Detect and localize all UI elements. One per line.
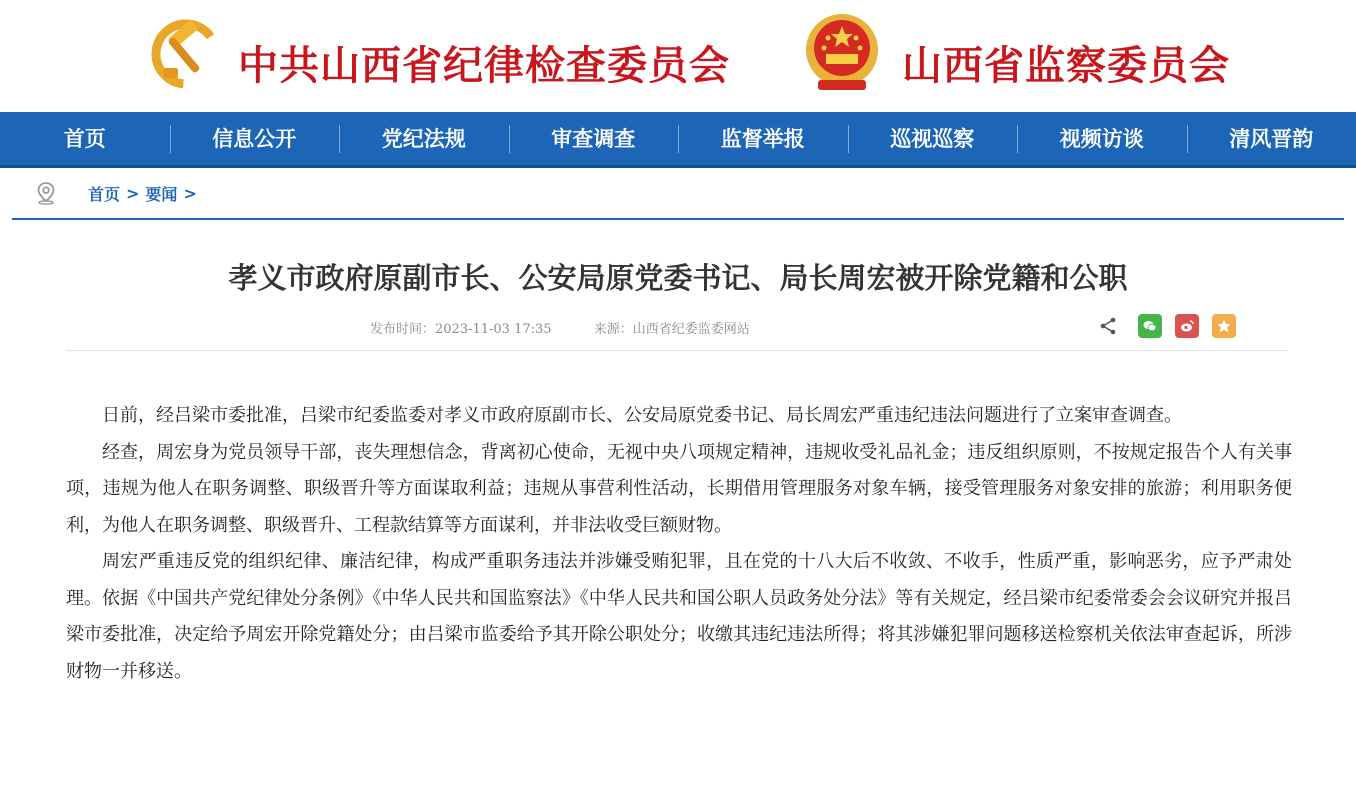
nav-item-info-disclosure[interactable]: 信息公开 [170,111,340,167]
breadcrumb-home[interactable]: 首页 [88,184,121,204]
article-source: 来源：山西省纪委监委网站 [593,322,750,337]
nav-item-qingfeng[interactable]: 清风晋韵 [1187,111,1356,167]
weibo-icon[interactable] [1175,314,1199,338]
national-emblem-icon[interactable] [800,10,884,96]
breadcrumb-separator: > [183,183,197,203]
nav-item-inspection[interactable]: 巡视巡察 [848,111,1018,167]
main-nav [0,112,1356,168]
party-emblem-icon[interactable] [150,18,222,90]
nav-item-video[interactable]: 视频访谈 [1017,111,1187,167]
article-title: 孝义市政府原副市长、公安局原党委书记、局长周宏被开除党籍和公职 [228,261,1128,295]
site-title-discipline: 中共山西省纪律检查委员会 [238,42,730,89]
article-paragraph: 经查，周宏身为党员领导干部，丧失理想信念，背离初心使命，无视中央八项规定精神，违规收受礼品礼金；违反组织原则，不按规定报告个人有关事项，违规为他人在职务调整、职级晋升等方面谋取利益；违规从事营利性活动，长期借用管理服务对象车辆，接受管理服务对象安排的旅游；利用职务便利，为他人在职务调整、职级晋升、工程款结算等方面谋利，并非法收受巨额财物。 [66,441,1292,536]
site-header [0,0,1356,112]
favorite-star-icon[interactable] [1212,314,1236,338]
site-title-supervision: 山西省监察委员会 [902,42,1230,89]
share-bar [1098,314,1249,338]
article-paragraph: 周宏严重违反党的组织纪律、廉洁纪律，构成严重职务违法并涉嫌受贿犯罪，且在党的十八大后不收敛、不收手，性质严重，影响恶劣，应予严肃处理。依据《中国共产党纪律处分条例》《中华人民共和国监察法》《中华人民共和国公职人员政务处分法》等有关规定，经吕梁市纪委常委会会议研究并报吕梁市委批准，决定给予周宏开除党籍处分；由吕梁市监委给予其开除公职处分；收缴其违纪违法所得；将其涉嫌犯罪问题移送检察机关依法审查起诉，所涉财物一并移送。 [66,551,1292,682]
article-body [66,398,1292,690]
nav-item-home[interactable]: 首页 [63,126,106,151]
breadcrumb-news[interactable]: 要闻 [145,184,178,204]
nav-item-report[interactable]: 监督举报 [678,111,848,167]
article-paragraph: 日前，经吕梁市委批准，吕梁市纪委监委对孝义市政府原副市长、公安局原党委书记、局长周宏严重违纪违法问题进行了立案审查调查。 [102,405,1182,426]
wechat-icon[interactable] [1138,314,1162,338]
location-pin-icon [34,181,58,205]
breadcrumb-separator: > [126,183,140,203]
content-divider [66,350,1288,351]
publish-time: 发布时间：2023-11-03 17:35 [370,322,552,337]
nav-item-regulations[interactable]: 党纪法规 [339,111,509,167]
share-icon[interactable] [1098,316,1118,336]
article-meta [370,318,788,337]
nav-item-investigation[interactable]: 审查调查 [509,111,679,167]
breadcrumb [12,168,1344,220]
